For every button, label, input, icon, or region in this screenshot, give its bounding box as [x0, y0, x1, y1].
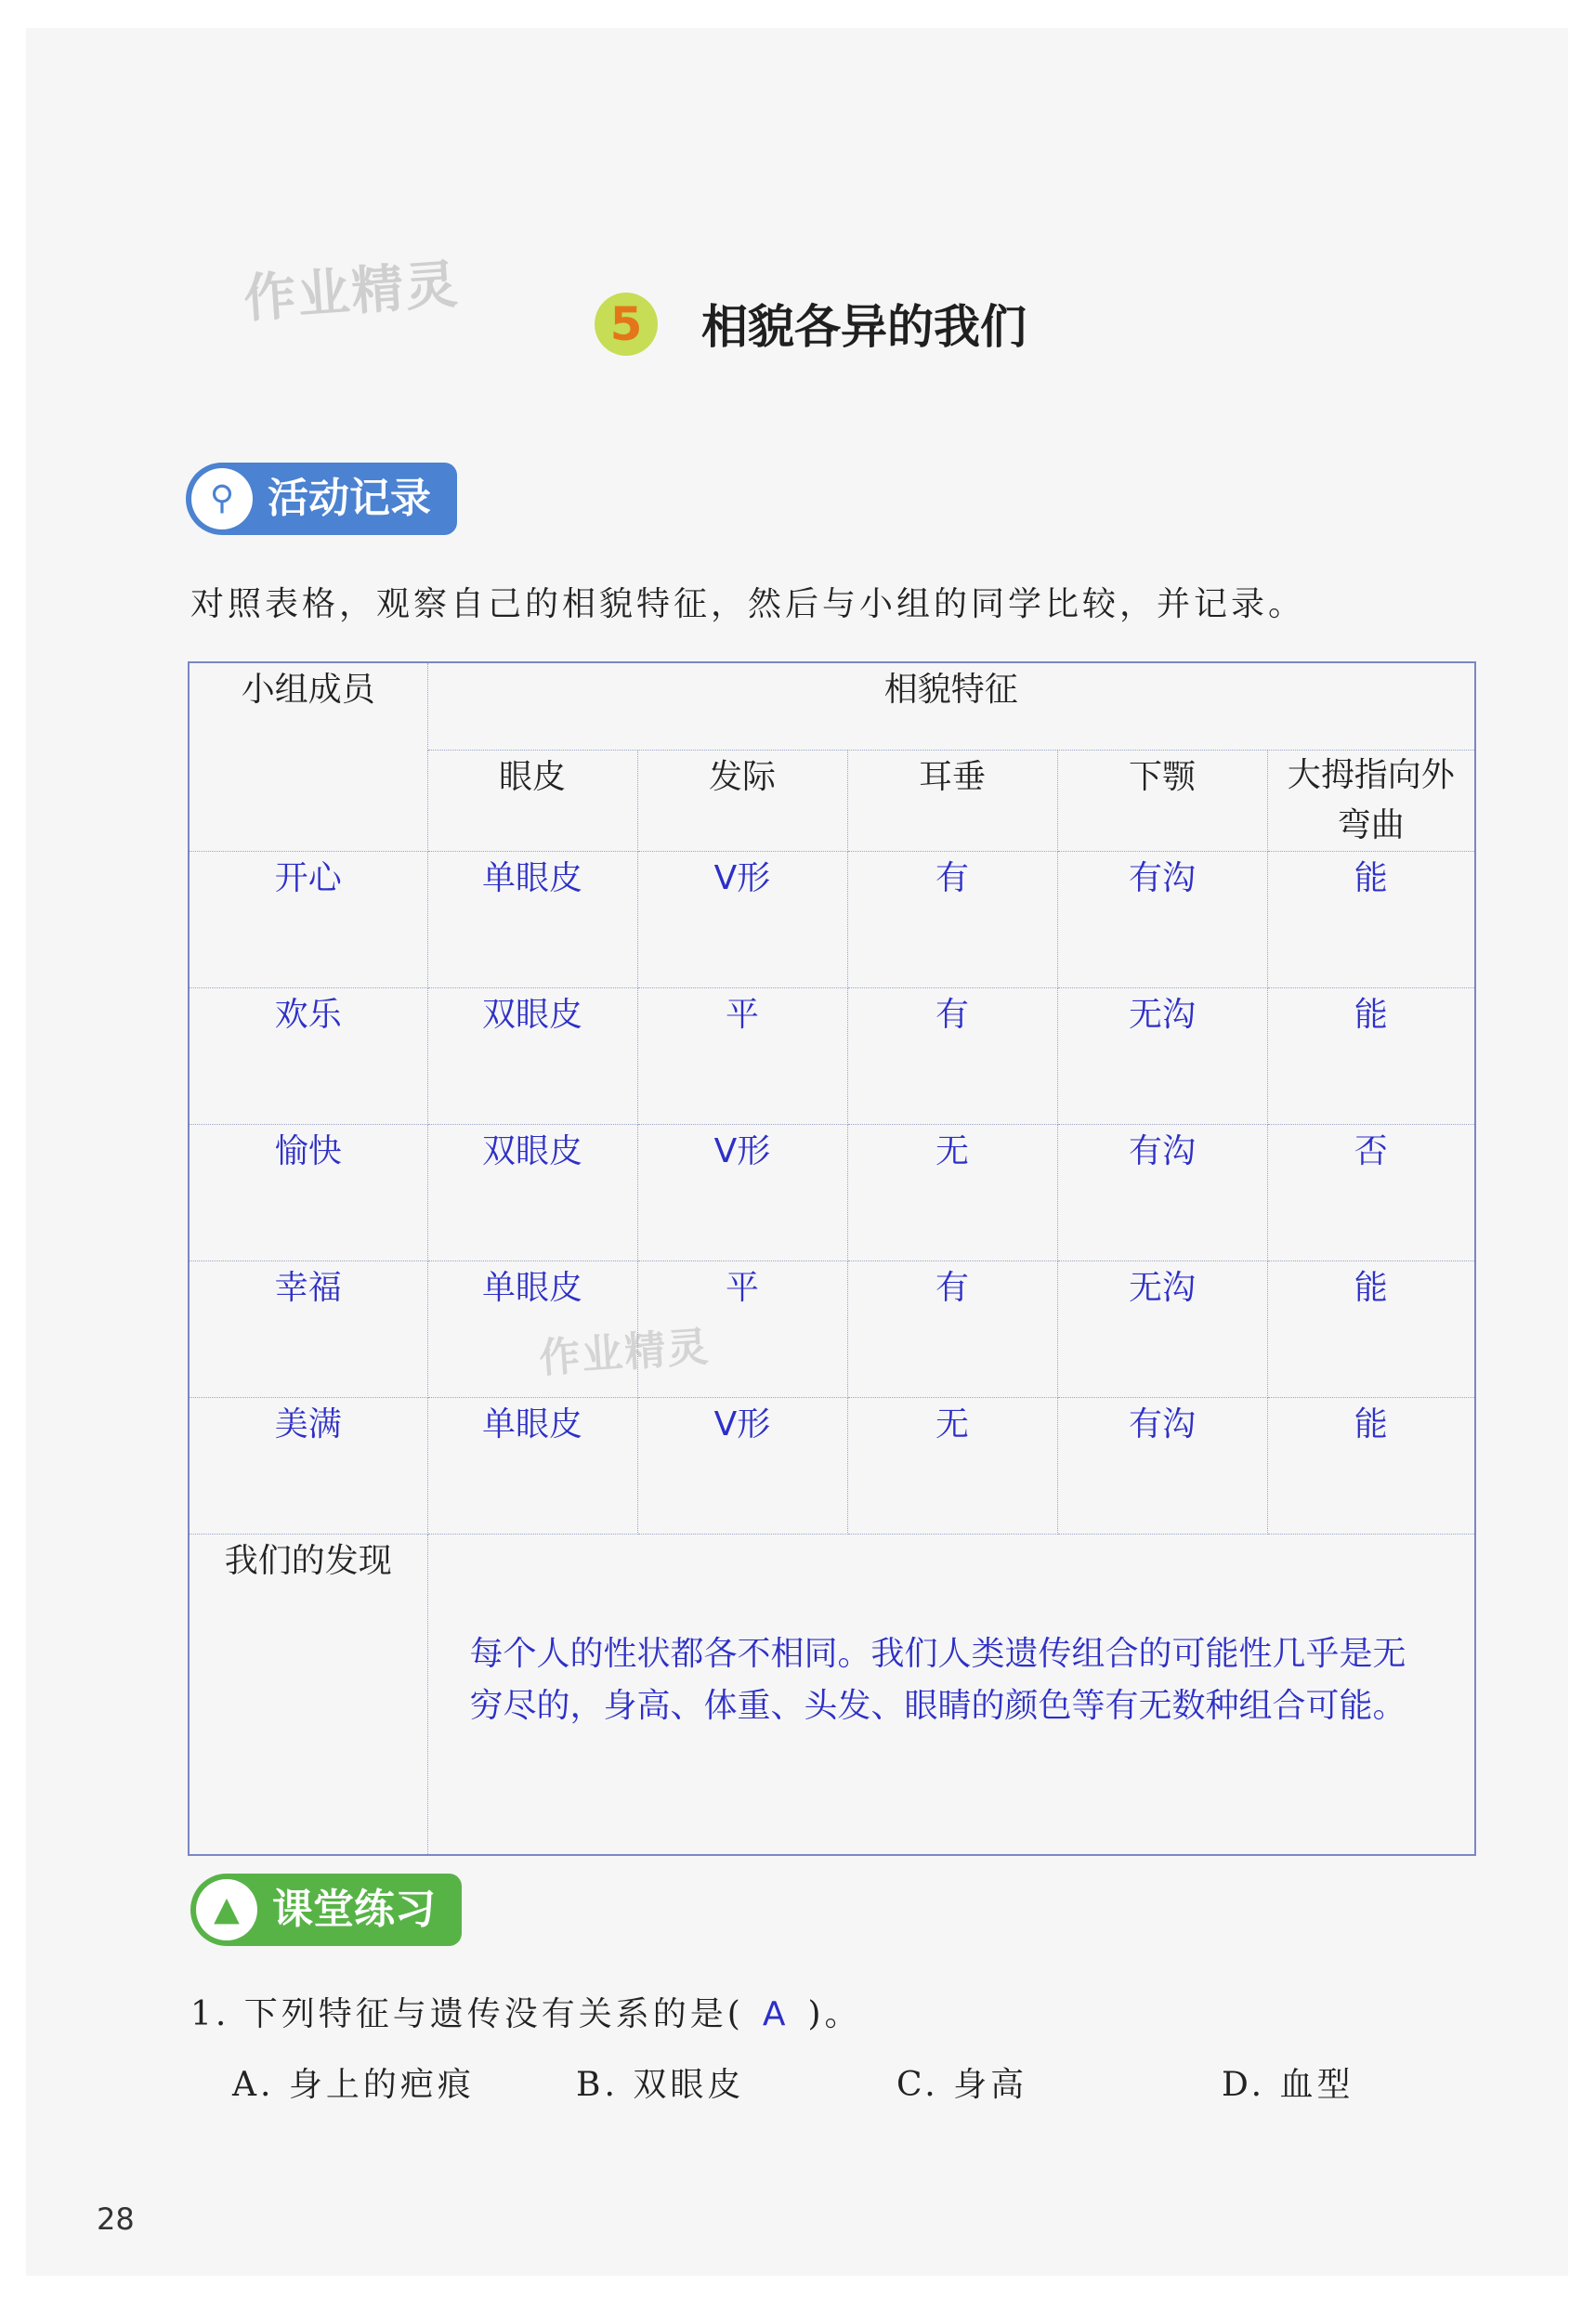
member-name: 愉快 — [189, 1124, 427, 1261]
activity-badge-label: 活动记录 — [268, 475, 431, 522]
table-cell: 双眼皮 — [427, 987, 637, 1124]
table-cell: 有 — [847, 987, 1057, 1124]
table-row — [189, 1124, 1475, 1261]
member-name: 欢乐 — [189, 987, 427, 1124]
practice-badge-label: 课堂练习 — [272, 1886, 436, 1933]
lesson-title: 相貌各异的我们 — [701, 300, 1027, 354]
table-row — [189, 1397, 1475, 1534]
answer-text: A — [762, 1995, 790, 2033]
table-cell: V形 — [637, 851, 847, 987]
table-cell: 有沟 — [1057, 1124, 1267, 1261]
page-number: 28 — [97, 2201, 135, 2237]
table-cell: 有 — [847, 851, 1057, 987]
table-row — [189, 987, 1475, 1124]
column-header: 发际 — [637, 750, 847, 851]
member-name: 幸福 — [189, 1261, 427, 1397]
option-c: C. 身高 — [896, 2066, 1028, 2104]
column-header: 眼皮 — [427, 750, 637, 851]
watermark: 作业精灵 — [537, 1323, 712, 1383]
member-header: 小组成员 — [189, 662, 427, 851]
table-cell: V形 — [637, 1397, 847, 1534]
practice-badge — [190, 1874, 462, 1946]
features-table — [188, 661, 1476, 1856]
table-cell: 单眼皮 — [427, 851, 637, 987]
table-cell: 有沟 — [1057, 851, 1267, 987]
table-cell: 能 — [1267, 851, 1475, 987]
member-name: 美满 — [189, 1397, 427, 1534]
table-cell: 有 — [847, 1261, 1057, 1397]
table-cell: 有沟 — [1057, 1397, 1267, 1534]
column-header: 下颚 — [1057, 750, 1267, 851]
table-cell: 无 — [847, 1397, 1057, 1534]
hat-icon: ▲ — [196, 1879, 257, 1940]
table-cell: 单眼皮 — [427, 1261, 637, 1397]
option-d: D. 血型 — [1222, 2066, 1354, 2104]
watermark: 作业精灵 — [242, 254, 462, 331]
question-text: 1. 下列特征与遗传没有关系的是( — [190, 1995, 744, 2033]
table-cell: 能 — [1267, 1397, 1475, 1534]
findings-text: 每个人的性状都各不相同。我们人类遗传组合的可能性几乎是无穷尽的，身高、体重、头发、眼睛的颜色等有无数种组合可能。 — [427, 1534, 1475, 1855]
table-cell: 能 — [1267, 987, 1475, 1124]
table-cell: 无沟 — [1057, 987, 1267, 1124]
table-row — [189, 1261, 1475, 1397]
member-name: 开心 — [189, 851, 427, 987]
column-header: 大拇指向外弯曲 — [1267, 750, 1475, 851]
column-header: 耳垂 — [847, 750, 1057, 851]
table-cell: 无沟 — [1057, 1261, 1267, 1397]
lesson-number: 5 — [595, 293, 658, 356]
question-end: )。 — [807, 1995, 862, 2033]
table-cell: 平 — [637, 987, 847, 1124]
table-cell: 双眼皮 — [427, 1124, 637, 1261]
features-header: 相貌特征 — [427, 662, 1475, 750]
activity-instruction: 对照表格，观察自己的相貌特征，然后与小组的同学比较，并记录。 — [190, 585, 1306, 623]
table-cell: V形 — [637, 1124, 847, 1261]
telescope-icon: ⚲ — [191, 468, 253, 529]
activity-badge — [186, 463, 457, 535]
table-row — [189, 851, 1475, 987]
table-cell: 无 — [847, 1124, 1057, 1261]
table-cell: 否 — [1267, 1124, 1475, 1261]
option-a: A. 身上的疤痕 — [232, 2066, 475, 2104]
findings-label: 我们的发现 — [189, 1534, 427, 1855]
option-b: B. 双眼皮 — [576, 2066, 745, 2104]
question-1 — [190, 1988, 862, 2035]
table-cell: 单眼皮 — [427, 1397, 637, 1534]
table-cell: 能 — [1267, 1261, 1475, 1397]
table-cell: 平 — [637, 1261, 847, 1397]
